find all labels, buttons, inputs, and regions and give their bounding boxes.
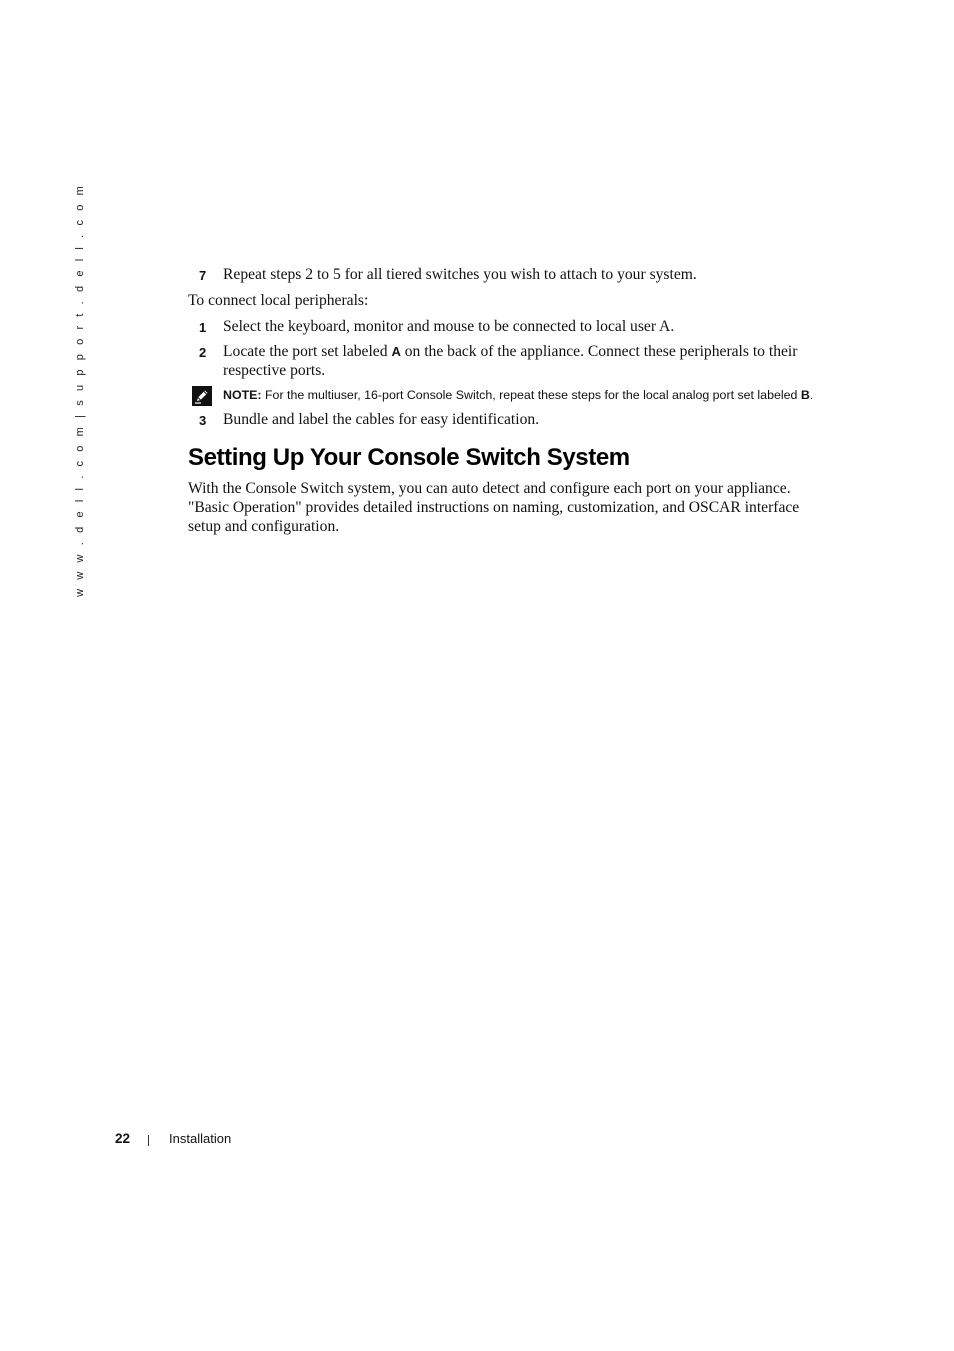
footer-divider <box>148 1135 149 1146</box>
step-text-after: on the back of the appliance. Connect these peripherals to their respective ports. <box>223 343 798 379</box>
step-text: Select the keyboard, monitor and mouse to be connected to local user A. <box>223 318 675 335</box>
note-end: . <box>809 388 814 402</box>
step-7 <box>188 265 824 284</box>
step-number: 3 <box>199 413 207 428</box>
local-step-1 <box>188 317 824 336</box>
step-number: 7 <box>199 268 207 283</box>
local-step-2 <box>188 342 824 380</box>
page-content <box>188 265 824 536</box>
side-url <box>74 183 86 597</box>
step-text: Bundle and label the cables for easy identification. <box>223 411 540 428</box>
note-box <box>188 386 824 404</box>
step-number: 1 <box>199 320 207 335</box>
note-text: For the multiuser, 16-port Console Switch, repeat these steps for the local analog port set labeled <box>261 388 801 402</box>
local-step-3 <box>188 410 824 429</box>
side-url-text: w w w . d e l l . c o m | s u p p o r t . d e l l . c o m <box>74 183 86 597</box>
step-text: Repeat steps 2 to 5 for all tiered switches you wish to attach to your system. <box>223 266 697 283</box>
note-label: NOTE: <box>223 388 262 402</box>
note-pencil-icon <box>192 386 212 406</box>
port-label-a: A <box>391 344 401 359</box>
page-number: 22 <box>115 1131 131 1146</box>
note-port-label-b: B <box>800 388 810 402</box>
page-footer <box>115 1131 231 1146</box>
footer-section-name: Installation <box>169 1131 232 1146</box>
step-text-before: Locate the port set labeled <box>223 343 392 360</box>
step-number: 2 <box>199 345 207 360</box>
section-body: With the Console Switch system, you can auto detect and configure each port on your appliance. "Basic Operation" provides detailed instructions on naming, customization, and OSCAR interface setup and configuration. <box>188 480 800 535</box>
local-intro: To connect local peripherals: <box>188 292 369 309</box>
section-heading: Setting Up Your Console Switch System <box>188 444 630 471</box>
